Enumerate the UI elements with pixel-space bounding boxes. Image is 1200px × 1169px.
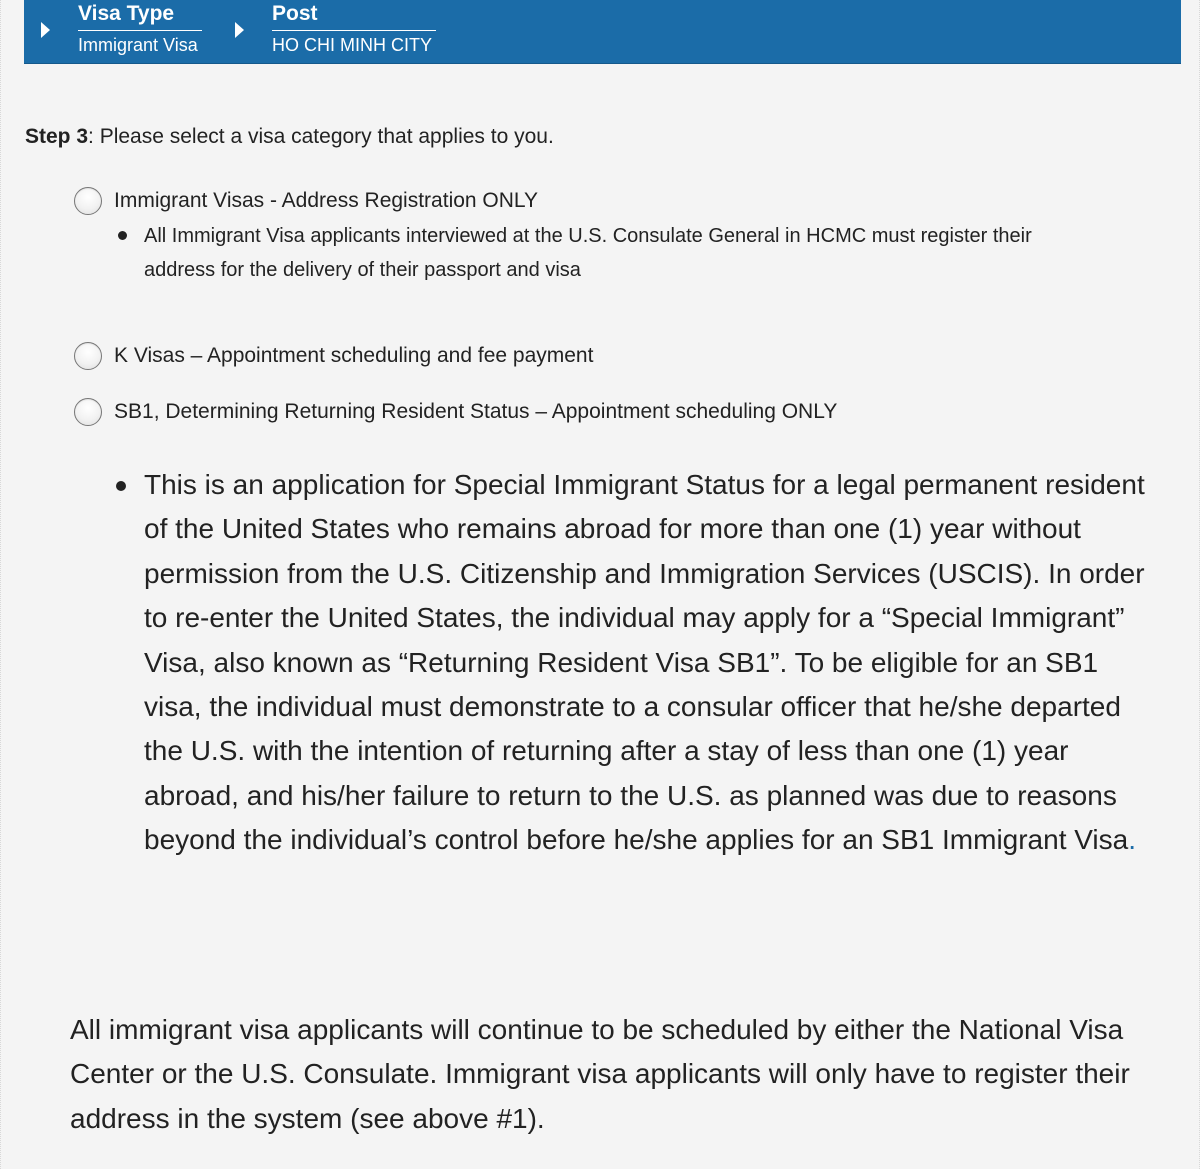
option-label: SB1, Determining Returning Resident Status – Appointment scheduling ONLY [114,400,838,423]
step-prompt [25,122,554,152]
option-label: K Visas – Appointment scheduling and fee payment [114,344,594,367]
option-immigrant-visas[interactable] [74,186,538,216]
step-label: Step 3 [25,125,89,148]
option-sb1[interactable] [74,397,837,427]
breadcrumb [24,0,1181,64]
bullet-icon [116,481,126,491]
breadcrumb-item-visa-type[interactable] [78,0,202,58]
breadcrumb-value: HO CHI MINH CITY [272,35,432,55]
footer-note: All immigrant visa applicants will continue to be scheduled by either the National Visa Center or the U.S. Consulate. Immigrant visa applicants will only have to register their address in the system (see above #1). [70,1014,1130,1134]
option-note-text: All Immigrant Visa applicants interviewed at the U.S. Consulate General in HCMC must register their address for the delivery of their passport and visa [144,225,1032,281]
radio-unchecked-icon[interactable] [74,398,102,426]
option-k-visas[interactable] [74,341,593,371]
chevron-right-icon [235,22,244,38]
option-note [118,219,1098,287]
bullet-icon [118,231,127,240]
option-note-text: This is an application for Special Immigrant Status for a legal permanent resident of the United States who remains abroad for more than one (1) year without permission from the U.S. Citizenship and Immigration Services (USCIS). In order to re-enter the United States, the individual may apply for a “Special Immigrant” Visa, also known as “Returning Resident Visa SB1”. To be eligible for an SB1 visa, the individual must demonstrate to a consular officer that he/she departed the U.S. with the intention of returning after a stay of less than one (1) year abroad, and his/her failure to return to the U.S. as planned was due to reasons beyond the individual’s control before he/she applies for an SB1 Immigrant Visa [144,469,1145,856]
breadcrumb-value: Immigrant Visa [78,35,198,55]
option-label: Immigrant Visas - Address Registration ONLY [114,189,539,212]
option-note-end: . [1128,824,1137,856]
breadcrumb-item-post[interactable] [272,0,436,58]
breadcrumb-title: Post [272,0,436,31]
option-note [116,463,1146,863]
breadcrumb-title: Visa Type [78,0,202,31]
radio-unchecked-icon[interactable] [74,187,102,215]
step-text: : Please select a visa category that applies to you. [88,125,554,148]
chevron-right-icon [41,22,50,38]
option-note-body [144,463,1146,863]
radio-unchecked-icon[interactable] [74,342,102,370]
